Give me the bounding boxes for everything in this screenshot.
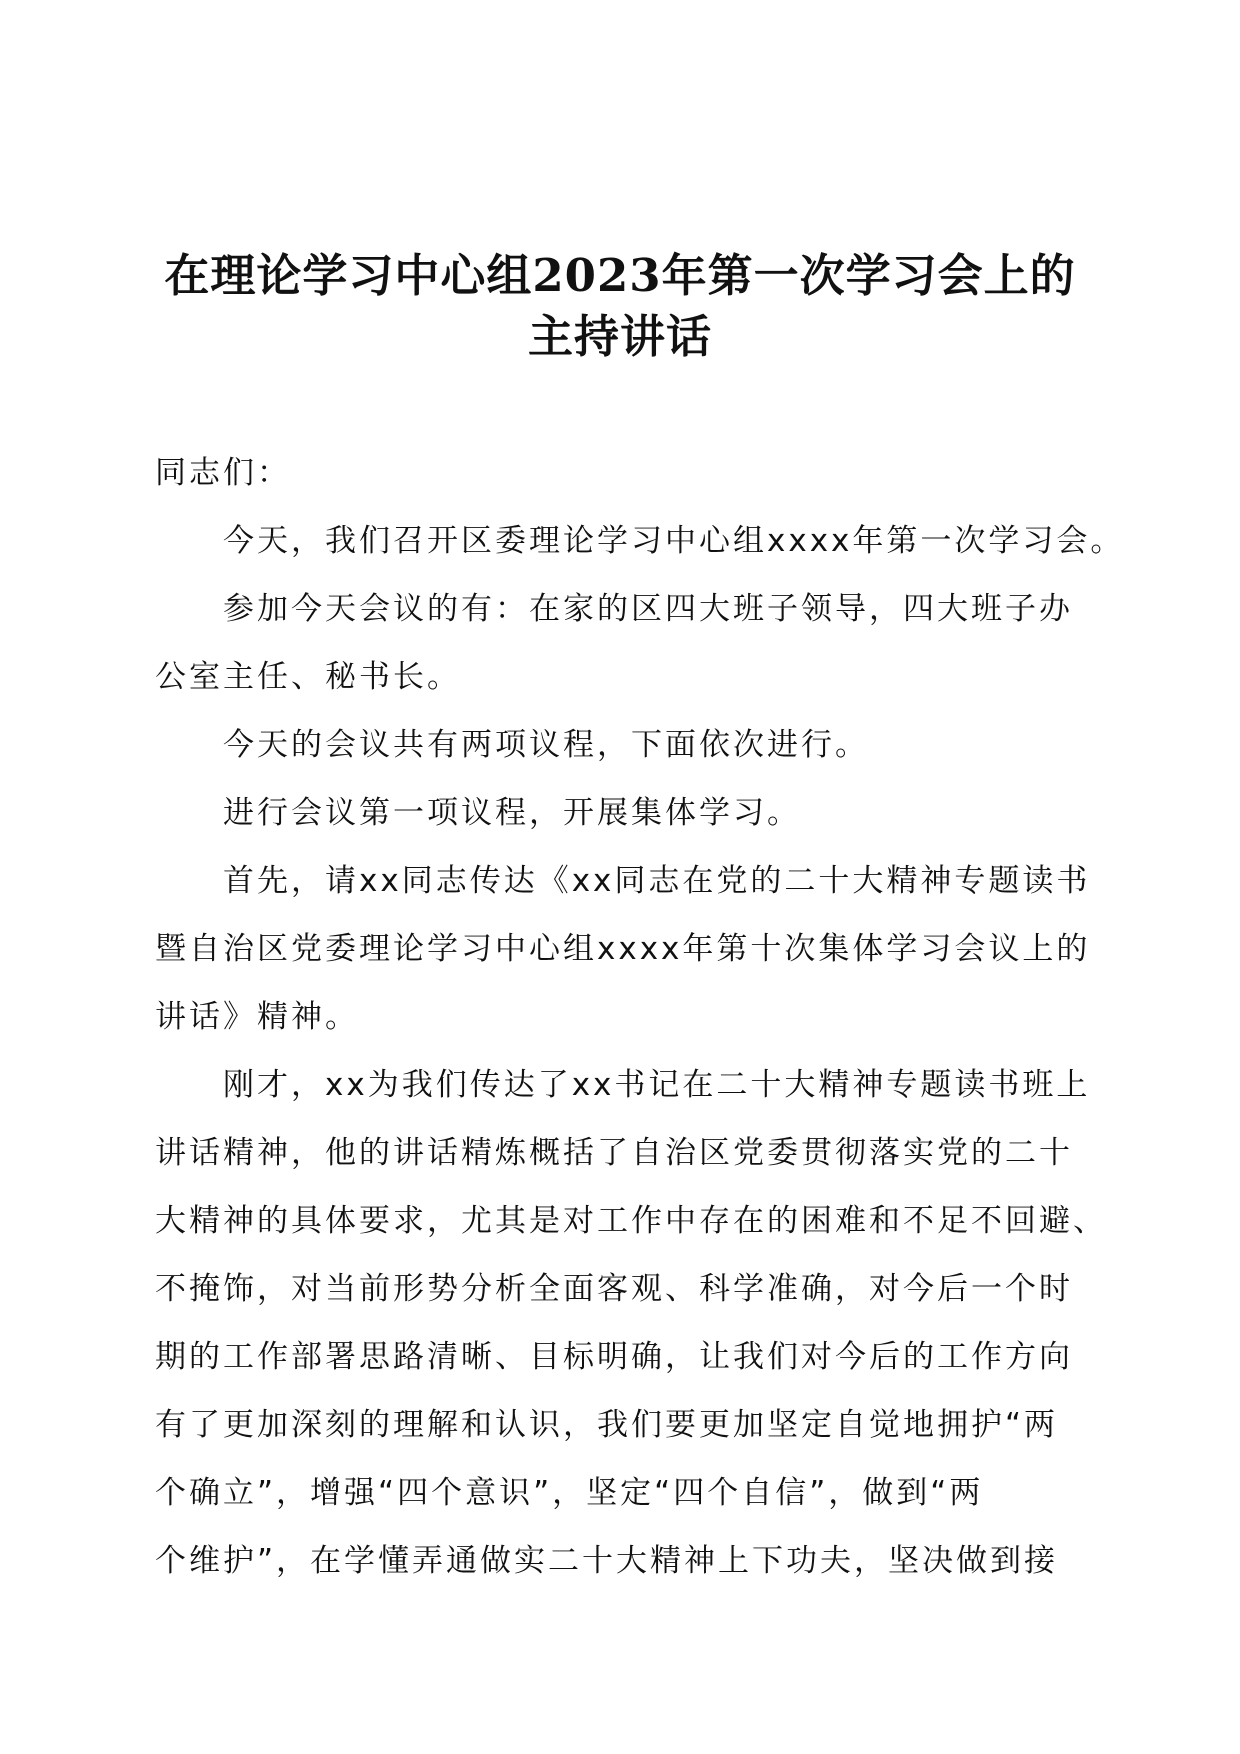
paragraph-line: 暨自治区党委理论学习中心组xxxx年第十次集体学习会议上的 [155, 931, 1091, 967]
paragraph-line: 讲话》精神。 [155, 999, 359, 1035]
paragraph-line: 个确立”，增强“四个意识”，坚定“四个自信”，做到“两 [155, 1475, 984, 1511]
paragraph-line: 参加今天会议的有：在家的区四大班子领导，四大班子办 [223, 591, 1073, 627]
paragraph-line: 期的工作部署思路清晰、目标明确，让我们对今后的工作方向 [155, 1339, 1073, 1375]
paragraph-line: 进行会议第一项议程，开展集体学习。 [223, 795, 801, 831]
document-title-line-2: 主持讲话 [527, 310, 712, 363]
paragraph-line: 公室主任、秘书长。 [155, 659, 461, 695]
paragraph-line: 个维护”，在学懂弄通做实二十大精神上下功夫，坚决做到接 [155, 1543, 1059, 1579]
paragraph-line: 有了更加深刻的理解和认识，我们要更加坚定自觉地拥护“两 [155, 1407, 1059, 1443]
paragraph-line: 首先，请xx同志传达《xx同志在党的二十大精神专题读书 [223, 863, 1091, 899]
paragraph-line: 不掩饰，对当前形势分析全面客观、科学准确，对今后一个时 [155, 1271, 1073, 1307]
salutation: 同志们： [155, 455, 291, 491]
paragraph-line: 今天的会议共有两项议程，下面依次进行。 [223, 727, 869, 763]
paragraph-line: 讲话精神，他的讲话精炼概括了自治区党委贯彻落实党的二十 [155, 1135, 1073, 1171]
paragraph-line: 大精神的具体要求，尤其是对工作中存在的困难和不足不回避、 [155, 1203, 1107, 1239]
paragraph-line: 刚才，xx为我们传达了xx书记在二十大精神专题读书班上 [223, 1067, 1091, 1103]
paragraph-line: 今天，我们召开区委理论学习中心组xxxx年第一次学习会。 [223, 523, 1125, 559]
document-title-line-1: 在理论学习中心组2023年第一次学习会上的 [164, 249, 1076, 302]
